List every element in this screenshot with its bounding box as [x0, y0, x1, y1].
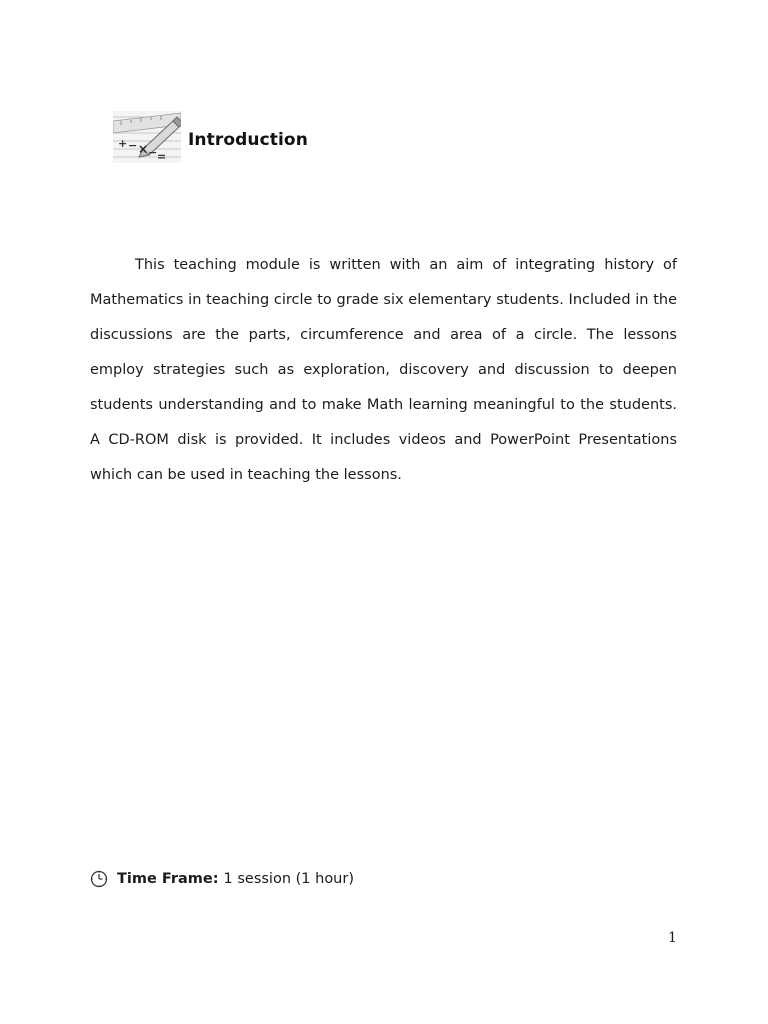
clock-icon [90, 870, 108, 888]
ruler-pencil-math-icon [113, 111, 181, 163]
svg-text:−: − [148, 146, 158, 159]
svg-text:=: = [157, 150, 167, 163]
svg-text:−: − [128, 139, 138, 152]
time-frame-value: 1 session (1 hour) [223, 871, 354, 887]
page-title: Introduction [188, 130, 308, 150]
time-frame-label: Time Frame: [117, 871, 219, 887]
intro-paragraph: This teaching module is written with an aim of integrating history of Mathematics in teaching circle to grade six elementary students. Included in the discussions are the parts, circumference and area of a circle. The lessons employ strategies such as exploration, discovery and discussion to deepen students understanding and to make Math learning meaningful to the students. A CD-ROM disk is provided. It includes videos and PowerPoint Presentations which can be used in teaching the lessons. [90, 257, 677, 483]
svg-text:+: + [118, 137, 128, 150]
page-number: 1 [668, 930, 677, 946]
svg-text:×: × [138, 142, 149, 156]
time-frame-line [90, 868, 354, 890]
